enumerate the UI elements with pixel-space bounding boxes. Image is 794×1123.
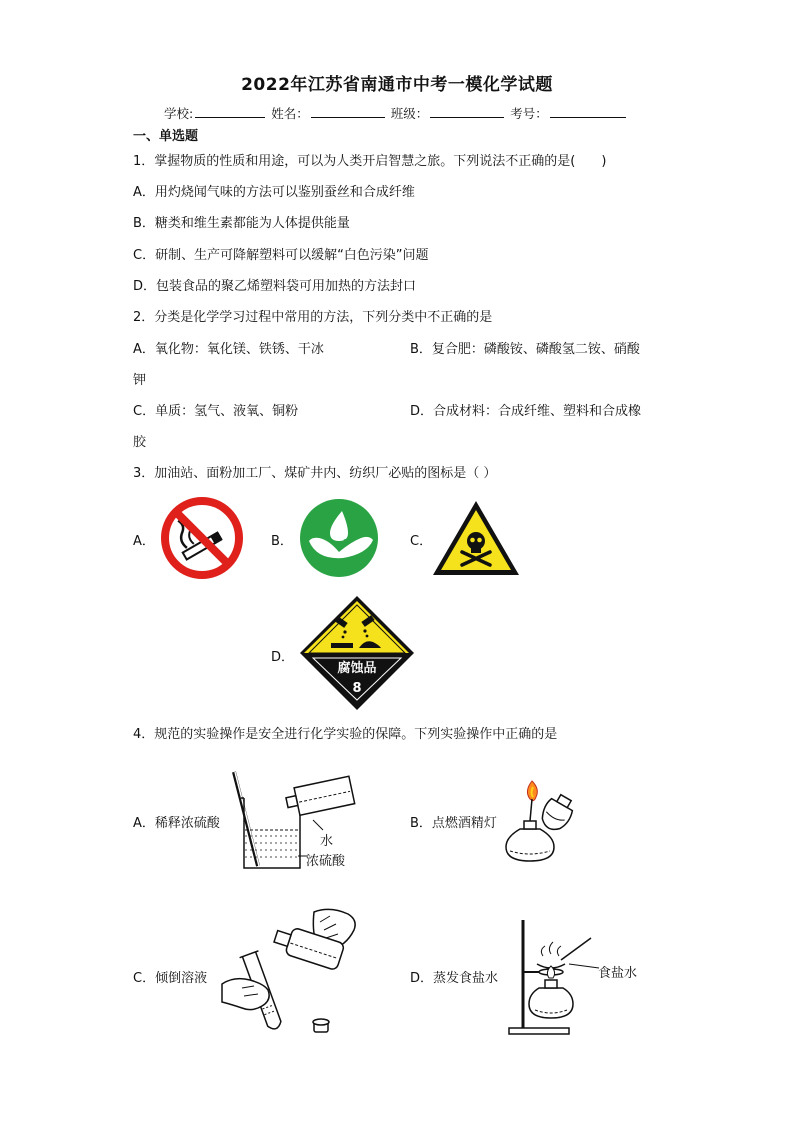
- exam-no-blank[interactable]: [550, 106, 626, 118]
- q2-option-c[interactable]: C．单质：氢气、液氧、铜粉: [133, 404, 299, 419]
- alcohol-lamp-diagram: [500, 777, 578, 865]
- q1-option-a[interactable]: A．用灼烧闻气味的方法可以鉴别蚕丝和合成纤维: [133, 185, 415, 200]
- salt-water-label: 食盐水: [598, 966, 638, 981]
- class-blank[interactable]: [430, 106, 504, 118]
- q3-stem: 3．加油站、面粉加工厂、煤矿井内、纺织厂必贴的图标是（ ）: [133, 466, 497, 481]
- q1-option-c[interactable]: C．研制、生产可降解塑料可以缓解“白色污染”问题: [133, 248, 429, 263]
- concentrated-acid-label: 浓硫酸: [306, 854, 346, 869]
- q4-option-d-label[interactable]: D．蒸发食盐水: [410, 971, 499, 986]
- class-label: 班级：: [390, 106, 429, 121]
- q1-option-b[interactable]: B．糖类和维生素都能为人体提供能量: [133, 216, 350, 231]
- section-heading: 一、单选题: [133, 129, 199, 144]
- q3-option-a-label[interactable]: A．: [133, 534, 155, 549]
- corrosive-class-number: 8: [352, 681, 362, 696]
- corrosive-label-text: 腐蚀品: [337, 661, 377, 676]
- q3-option-d-label[interactable]: D．: [271, 650, 295, 665]
- school-blank[interactable]: [195, 106, 265, 118]
- q1-option-d[interactable]: D．包装食品的聚乙烯塑料袋可用加热的方法封口: [133, 279, 417, 294]
- q2-option-d[interactable]: D．合成材料：合成纤维、塑料和合成橡: [410, 404, 642, 419]
- q4-stem: 4．规范的实验操作是安全进行化学实验的保障。下列实验操作中正确的是: [133, 727, 558, 742]
- student-info-row: [164, 104, 628, 122]
- q2-option-b-cont: 钾: [133, 373, 147, 388]
- q4-option-b-label[interactable]: B．点燃酒精灯: [410, 816, 497, 831]
- name-blank[interactable]: [311, 106, 385, 118]
- q2-option-b[interactable]: B．复合肥：磷酸铵、磷酸氢二铵、硝酸: [410, 342, 640, 357]
- school-label: 学校:: [164, 106, 194, 121]
- q1-stem: 1．掌握物质的性质和用途，可以为人类开启智慧之旅。下列说法不正确的是( ): [133, 154, 607, 169]
- q2-option-a[interactable]: A．氧化物：氧化镁、铁锈、干冰: [133, 342, 324, 357]
- name-label: 姓名：: [271, 106, 309, 121]
- corrosive-warning-icon: [299, 595, 415, 711]
- pour-solution-diagram: [222, 904, 362, 1044]
- q2-stem: 2．分类是化学学习过程中常用的方法，下列分类中不正确的是: [133, 310, 493, 325]
- q2-option-d-cont: 胶: [133, 435, 147, 450]
- no-smoking-icon: [158, 496, 246, 580]
- page-title: 2022年江苏省南通市中考一模化学试题: [241, 75, 553, 95]
- exam-no-label: 考号：: [510, 106, 548, 121]
- water-saving-icon: [298, 497, 380, 579]
- evaporation-diagram: [505, 918, 605, 1036]
- q4-option-a-label[interactable]: A．稀释浓硫酸: [133, 816, 220, 831]
- toxic-warning-icon: [431, 499, 521, 577]
- q3-option-b-label[interactable]: B．: [271, 534, 293, 549]
- water-label: 水: [320, 834, 334, 849]
- q4-option-c-label[interactable]: C．倾倒溶液: [133, 971, 208, 986]
- q3-option-c-label[interactable]: C．: [410, 534, 433, 549]
